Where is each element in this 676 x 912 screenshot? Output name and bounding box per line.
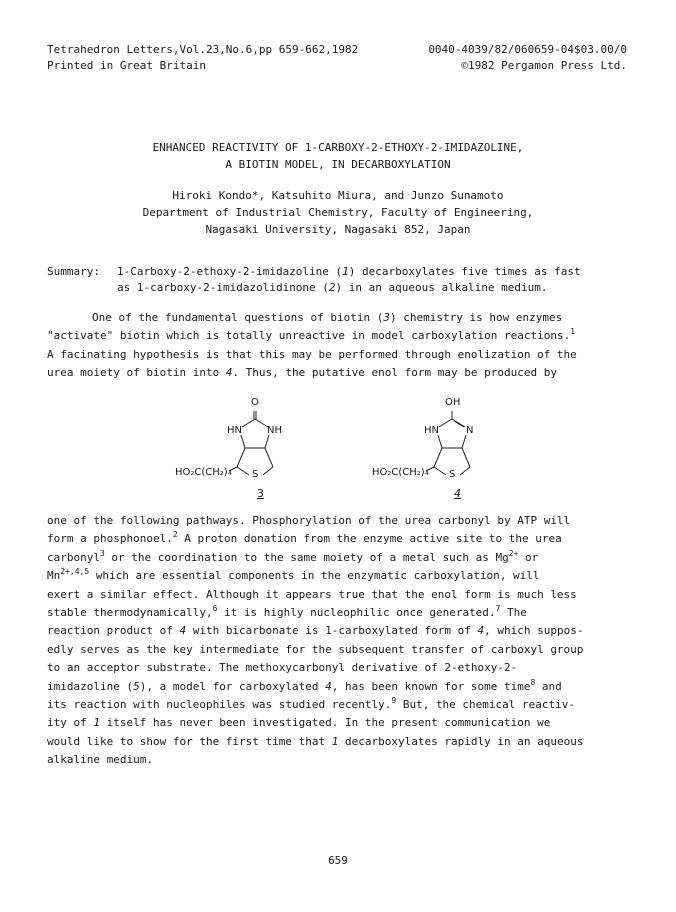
reference-superscript: 9 [391, 696, 397, 706]
summary-text [117, 264, 627, 296]
para-line: alkaline medium. [47, 753, 153, 767]
side-chain: HO₂C(CH₂)₄ [372, 467, 429, 478]
para-line [47, 604, 629, 622]
text-run: which are essential components in the enzymatic carboxylation, will [89, 569, 540, 583]
summary-label: Summary: [47, 265, 100, 278]
sulfur-atom: S [252, 469, 259, 480]
text-run: A proton donation from the enzyme active site to the urea [177, 532, 562, 546]
reference-superscript: 8 [530, 677, 536, 687]
compound-ref: 2 [328, 281, 336, 294]
text-run: . Thus, the putative enol form may be produced by [232, 366, 557, 380]
hydroxyl-group: OH [445, 397, 461, 408]
header-row-1 [47, 42, 627, 58]
biotin-skeleton [175, 395, 315, 505]
structure-biotin [175, 395, 315, 505]
text-run: or [518, 550, 539, 564]
right-nitrogen: NH [267, 425, 282, 436]
text-run: it is highly nucleophilic once generated. [217, 606, 496, 620]
author-university: Nagasaki University, Nagasaki 852, Japan [205, 223, 471, 236]
journal-citation: Tetrahedron Letters,Vol.23,No.6,pp 659-662,1982 [47, 43, 359, 56]
text-run: ity of [47, 716, 94, 730]
para-line [47, 309, 629, 327]
compound-ref: 4 [477, 624, 485, 638]
text-run: and [535, 679, 562, 693]
header-row-2 [47, 58, 627, 74]
para-line [47, 567, 629, 585]
text-run: imidazoline ( [47, 679, 134, 693]
reference-superscript: 2+,4,5 [60, 567, 90, 577]
reference-superscript: 1 [570, 327, 576, 337]
text-run: ) decarboxylates five times as fast [348, 265, 581, 278]
text-run: with bicarbonate is 1-carboxylated form of [186, 624, 478, 638]
para-line: exert a similar effect. Although it appears true that the enol form is much less [47, 587, 577, 601]
title-line-2: A BIOTIN MODEL, IN DECARBOXYLATION [225, 158, 451, 171]
text-run: ), a model for carboxylated [139, 679, 326, 693]
text-run: , has been known for some time [331, 679, 531, 693]
para-line [47, 364, 629, 382]
compound-ref: 1 [331, 734, 339, 748]
summary-line-1 [117, 264, 627, 280]
compound-ref: 5 [133, 679, 140, 693]
author-names: Hiroki Kondo*, Katsuhito Miura, and Junzo Sunamoto [172, 189, 504, 202]
compound-ref: 4 [225, 366, 233, 380]
reference-superscript: 6 [212, 604, 218, 614]
enol-skeleton [372, 395, 512, 505]
paragraph-intro [47, 309, 629, 383]
text-run: But, the chemical reactiv- [396, 698, 576, 712]
copyright-notice: ©1982 Pergamon Press Ltd. [461, 59, 627, 72]
para-line [47, 549, 629, 567]
compound-ref: 1 [93, 716, 100, 730]
compound-ref: 4 [179, 624, 187, 638]
summary-line-2 [117, 280, 627, 296]
text-run: The [500, 606, 527, 620]
para-line [47, 622, 629, 640]
structure-enol-form [372, 395, 512, 505]
page-number: 659 [328, 854, 348, 867]
text-run: Mn [47, 569, 61, 583]
para-line: edly serves as the key intermediate for the subsequent transfer of carboxyl group [47, 642, 584, 656]
paragraph-pathways [47, 512, 629, 770]
compound-number: 3 [257, 487, 264, 500]
carbonyl-oxygen: O [251, 397, 259, 408]
para-line [47, 530, 629, 548]
article-code: 0040-4039/82/060659-04$03.00/0 [428, 43, 627, 56]
author-block [0, 187, 676, 238]
text-run: would like to show for the first time that [47, 734, 332, 748]
text-run: carbonyl [47, 550, 100, 564]
para-line: A facinating hypothesis is that this may be performed through enolization of the [47, 347, 577, 361]
printed-in: Printed in Great Britain [47, 59, 206, 72]
para-line: to an acceptor substrate. The methoxycarbonyl derivative of 2-ethoxy-2- [47, 661, 518, 675]
text-run: "activate" biotin which is totally unreactive in model carboxylation reactions. [47, 329, 571, 343]
compound-number: 4 [454, 487, 461, 500]
sulfur-atom: S [449, 469, 456, 480]
para-line [47, 714, 629, 732]
page-header [47, 42, 627, 74]
para-line [47, 678, 629, 696]
text-run: ) in an aqueous alkaline medium. [335, 281, 548, 294]
text-run: or the coordination to the same moiety of a metal such as Mg [104, 550, 509, 564]
text-run: its reaction with nucleophiles was studied recently. [47, 698, 392, 712]
text-run: reaction product of [47, 624, 180, 638]
text-run: form a phosphonoel. [47, 532, 173, 546]
author-department: Department of Industrial Chemistry, Faculty of Engineering, [142, 206, 534, 219]
reference-superscript: 7 [495, 604, 501, 614]
text-run: 1-Carboxy-2-ethoxy-2-imidazoline ( [117, 265, 343, 278]
text-run: itself has never been investigated. In the present communication we [99, 716, 551, 730]
para-line: one of the following pathways. Phosphorylation of the urea carbonyl by ATP will [47, 514, 571, 527]
para-line [47, 696, 629, 714]
compound-ref: 3 [383, 311, 391, 324]
summary-block [47, 264, 627, 296]
para-line [47, 733, 629, 751]
text-run: stable thermodynamically, [47, 606, 213, 620]
text-run: urea moiety of biotin into [47, 366, 226, 380]
left-nitrogen: HN [227, 425, 242, 436]
reference-superscript: 3 [99, 548, 105, 558]
side-chain: HO₂C(CH₂)₄ [175, 467, 232, 478]
compound-ref: 4 [325, 679, 332, 693]
left-nitrogen: HN [424, 425, 439, 436]
text-run: ) chemistry is how enzymes [390, 311, 563, 324]
text-run: decarboxylates rapidly in an aqueous [338, 734, 584, 748]
reference-superscript: 2 [172, 530, 178, 540]
right-nitrogen: N [466, 425, 474, 436]
para-line [47, 327, 629, 345]
article-title [0, 139, 676, 173]
text-run: One of the fundamental questions of biotin ( [92, 311, 384, 324]
charge-superscript: 2+ [508, 548, 519, 558]
text-run: as 1-carboxy-2-imidazolidinone ( [117, 281, 329, 294]
text-run: , which suppos- [484, 624, 584, 638]
title-line-1: ENHANCED REACTIVITY OF 1-CARBOXY-2-ETHOXY-2-IMIDAZOLINE, [152, 141, 524, 154]
compound-ref: 1 [342, 265, 349, 278]
